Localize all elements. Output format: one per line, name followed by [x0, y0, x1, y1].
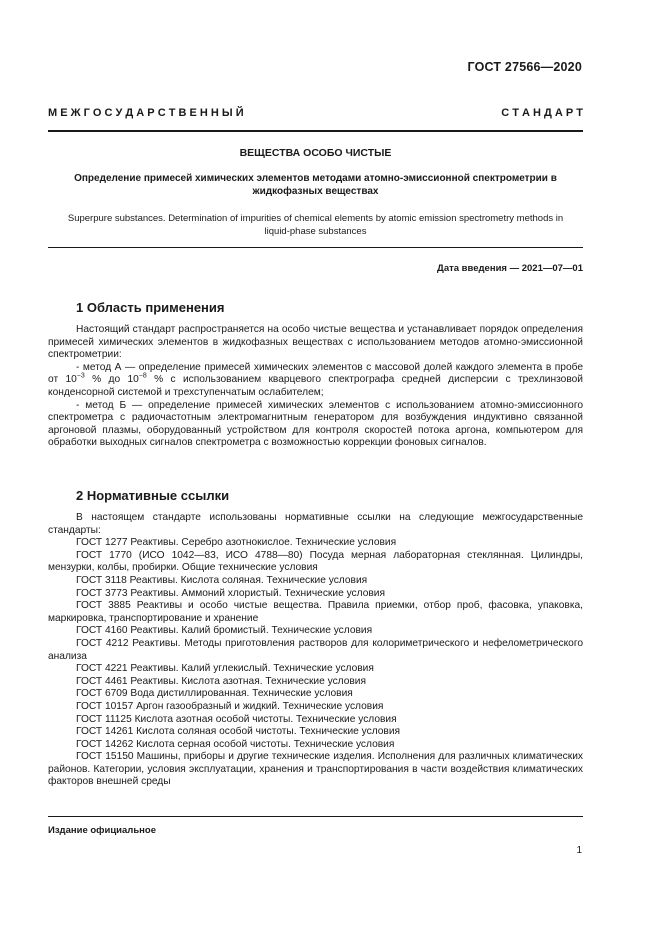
standard-title-english: Superpure substances. Determination of impurities of chemical elements by atomic emission spectrometry methods in liquid-phase substances — [67, 213, 564, 237]
reference-item: ГОСТ 4461 Реактивы. Кислота азотная. Технические условия — [76, 675, 367, 687]
page-number: 1 — [576, 845, 582, 856]
standard-title: ВЕЩЕСТВА ОСОБО ЧИСТЫЕ — [239, 147, 392, 159]
section-2-heading: 2 Нормативные ссылки — [76, 488, 230, 503]
reference-item: ГОСТ 4221 Реактивы. Калий углекислый. Технические условия — [76, 663, 374, 675]
reference-item: ГОСТ 3118 Реактивы. Кислота соляная. Технические условия — [76, 574, 368, 586]
introduction-date: Дата введения — 2021—07—01 — [437, 263, 583, 274]
section-2-intro: В настоящем стандарте использованы нормативные ссылки на следующие межгосударственные стандарты: — [48, 512, 583, 536]
official-edition-label: Издание официальное — [48, 825, 156, 836]
title-rule — [48, 247, 583, 248]
interstate-standard-banner — [48, 107, 583, 119]
reference-item: ГОСТ 3773 Реактивы. Аммоний хлористый. Технические условия — [76, 587, 385, 599]
section-1-body — [48, 324, 583, 450]
banner-word-standard: С Т А Н Д А Р Т — [501, 107, 583, 119]
reference-item: ГОСТ 6709 Вода дистиллированная. Технические условия — [76, 688, 353, 700]
document-number: ГОСТ 27566—2020 — [467, 60, 582, 74]
section-1-heading: 1 Область применения — [76, 300, 225, 315]
reference-item: ГОСТ 15150 Машины, приборы и другие технические изделия. Исполнения для различных климатических районов. Категории, условия эксплуатации, хранения и транспортирования в части воздействия климатических факторов внешней среды — [48, 751, 583, 788]
reference-item: ГОСТ 1277 Реактивы. Серебро азотнокислое. Технические условия — [76, 537, 397, 549]
footer-rule — [48, 816, 583, 817]
section-1-paragraph: Настоящий стандарт распространяется на особо чистые вещества и устанавливает порядок определения примесей химических элементов в жидкофазных веществах с использованием методов атомно-эмиссионной спектрометрии: — [48, 324, 583, 361]
header-rule — [48, 130, 583, 132]
reference-item: ГОСТ 4212 Реактивы. Методы приготовления растворов для колориметрического и нефелометрического анализа — [48, 637, 583, 662]
reference-item: ГОСТ 14261 Кислота соляная особой чистоты. Технические условия — [76, 726, 401, 738]
section-1-method-b: - метод Б — определение примесей химических элементов с использованием атомно-эмиссионного спектрометра с радиочастотным электромагнитным генератором для возбуждения индуктивно связанной аргоновой плазмы, оборудованный устройством для контроля скоростей потока аргона, компьютером для обработки выходных сигналов спектрометра с возможностью коррекции фоновых сигналов. — [48, 399, 583, 449]
section-2-body — [48, 512, 583, 789]
reference-item: ГОСТ 1770 (ИСО 1042—83, ИСО 4788—80) Посуда мерная лабораторная стеклянная. Цилиндры, мензурки, колбы, пробирки. Общие технические условия — [48, 549, 583, 574]
reference-item: ГОСТ 10157 Аргон газообразный и жидкий. Технические условия — [76, 700, 384, 712]
reference-item: ГОСТ 11125 Кислота азотная особой чистоты. Технические условия — [76, 713, 397, 725]
reference-item: ГОСТ 14262 Кислота серная особой чистоты. Технические условия — [76, 738, 395, 750]
standard-subtitle: Определение примесей химических элементов методами атомно-эмиссионной спектрометрии в жидкофазных веществах — [74, 173, 557, 197]
reference-item: ГОСТ 4160 Реактивы. Калий бромистый. Технические условия — [76, 625, 373, 637]
section-1-method-a: - метод А — определение примесей химических элементов с массовой долей каждого элемента в пробе от $10^{-3}$ % до $10^{-8}$ % с использованием кварцевого спектрографа средней дисперсии с трехлинзовой конденсорной системой и трехступенчатым ослабителем; — [48, 361, 583, 398]
reference-item: ГОСТ 3885 Реактивы и особо чистые вещества. Правила приемки, отбор проб, фасовка, упаковка, маркировка, транспортирование и хранение — [48, 600, 583, 624]
banner-word-interstate: М Е Ж Г О С У Д А Р С Т В Е Н Н Ы Й — [48, 107, 244, 119]
